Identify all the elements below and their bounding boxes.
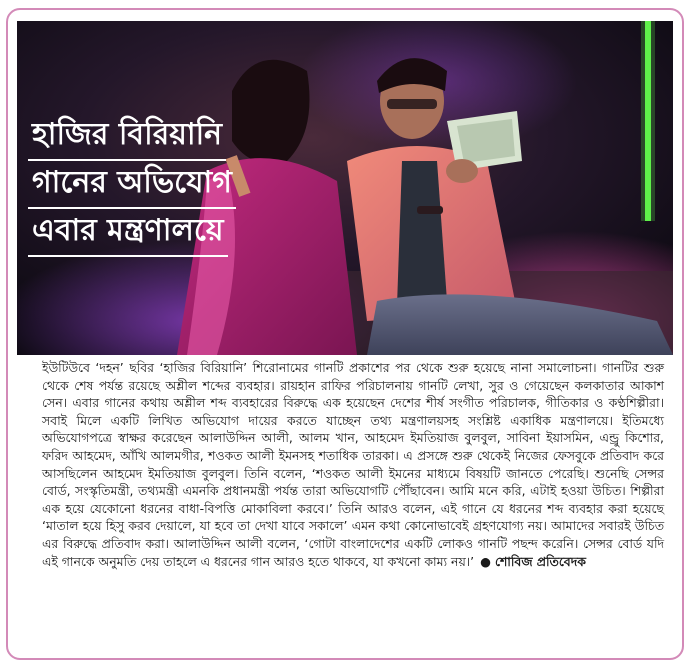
headline-line-3: এবার মন্ত্রণালয়ে <box>28 209 228 257</box>
headline-line-2: গানের অভিযোগ <box>28 161 236 209</box>
bullet-icon: ● <box>480 553 491 569</box>
article-body <box>42 359 664 570</box>
article-text: ইউটিউবে ‘দহন’ ছবির ‘হাজির বিরিয়ানি’ শিরোনামের গানটি প্রকাশের পর থেকে শুরু হয়েছে নানা সমালোচনা। গানটির শুরু থেকে শেষ পর্যন্ত রয়েছে অশ্লীল শব্দের ব্যবহার। রায়হান রাফির পরিচালনায় গানটি লেখা, সুর ও গেয়েছেন কলকাতার আকাশ সেন। এবার গানের কথায় অশ্লীল শব্দ ব্যবহারের বিরুদ্ধে এক হয়েছেন দেশের শীর্ষ সংগীত পরিচালক, গীতিকার ও কণ্ঠশিল্পীরা। সবাই মিলে একটি লিখিত অভিযোগ দায়ের করতে যাচ্ছেন তথ্য মন্ত্রণালয়সহ সংশ্লিষ্ট একাধিক মন্ত্রণালয়ে। ইতিমধ্যে অভিযোগপত্রে স্বাক্ষর করেছেন আলাউদ্দিন আলী, আলম খান, আহমেদ ইমতিয়াজ বুলবুল, সাবিনা ইয়াসমিন, এন্ড্রু কিশোর, ফরিদ আহমেদ, আঁখি আলমগীর, শওকত আলী ইমনসহ শতাধিক তারকা। এ প্রসঙ্গে শুরু থেকেই নিজের ফেসবুকে প্রতিবাদ করে আসছিলেন আহমেদ ইমতিয়াজ বুলবুল। তিনি বলেন, ‘শওকত আলী ইমনের মাধ্যমে বিষয়টি জানতে পেরেছি। শুনেছি সেন্সর বোর্ড, সংস্কৃতিমন্ত্রী, তথ্যমন্ত্রী এমনকি প্রধানমন্ত্রী পর্যন্ত তারা অভিযোগটি পৌঁছাবেন। আমি মনে করি, এটাই হওয়া উচিত। শিল্পীরা এক হয়ে যেকোনো ধরনের বাধা-বিপত্তি মোকাবিলা করবে।’ তিনি আরও বলেন, এই গানে যে ধরনের শব্দ ব্যবহার করা হয়েছে ‘মাতাল হয়ে হিসু করব দেয়ালে, যা হবে তা দেখা যাবে সকালে’ এমন কথা কোনোভাবেই গ্রহণযোগ্য নয়। আমাদের সবারই উচিত এর বিরুদ্ধে প্রতিবাদ করা। আলাউদ্দিন আলী বলেন, ‘গোটা বাংলাদেশের একটি লোকও গানটি পছন্দ করেনি। সেন্সর বোর্ড যদি এই গানকে অনুমতি দেয় তাহলে এ ধরনের গান আরও হতে থাকবে, যা কখনো কাম্য নয়।’ <box>42 360 664 569</box>
byline <box>474 554 586 569</box>
byline-text: শোবিজ প্রতিবেদক <box>494 553 586 569</box>
headline-line-1: হাজির বিরিয়ানি <box>28 113 226 161</box>
